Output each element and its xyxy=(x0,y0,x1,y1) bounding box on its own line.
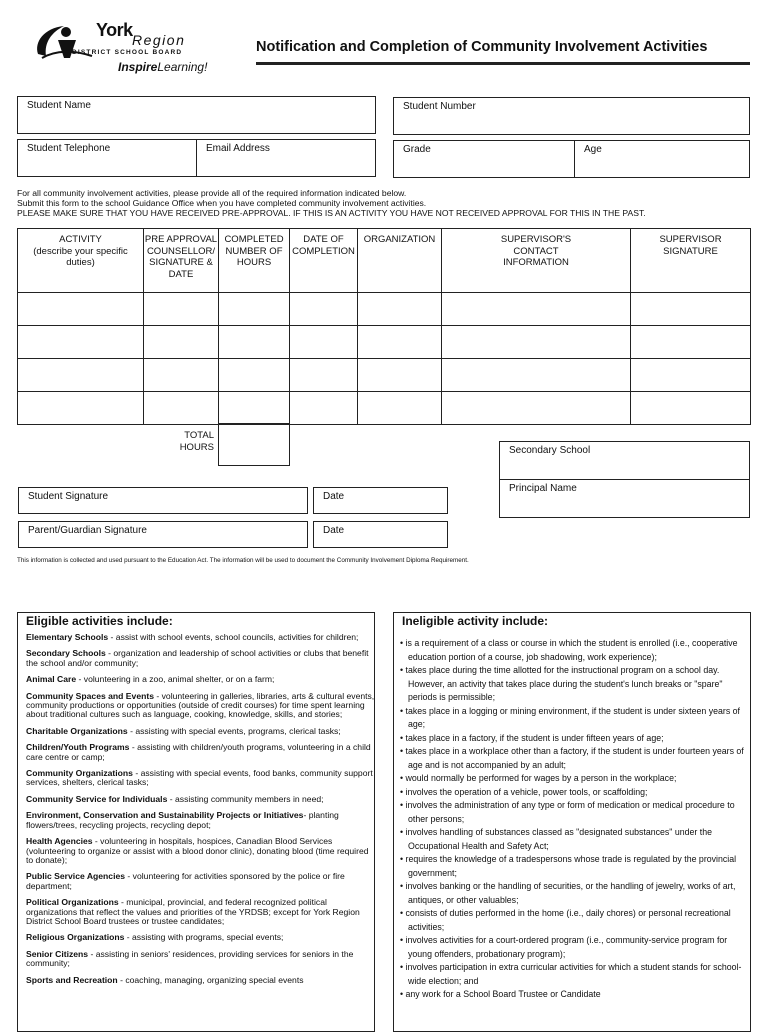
table-cell[interactable] xyxy=(144,392,219,425)
table-cell[interactable] xyxy=(631,326,751,359)
column-header-pre-approval: PRE APPROVAL COUNSELLOR/ SIGNATURE & DATE xyxy=(144,229,219,293)
principal-name-label: Principal Name xyxy=(509,483,577,494)
instruction-line: For all community involvement activities, please provide all of the required information indicated below. xyxy=(17,188,407,198)
table-cell[interactable] xyxy=(219,293,290,326)
eligible-item xyxy=(26,769,375,788)
logo-learning-word: Learning! xyxy=(157,60,208,74)
email-address-label: Email Address xyxy=(206,143,270,154)
table-row xyxy=(18,293,751,326)
eligible-item-title: Animal Care xyxy=(26,674,77,685)
eligible-item-desc: - volunteering in a zoo, animal shelter, or on a farm; xyxy=(76,674,275,685)
eligible-item-desc: - assisting with programs, special events; xyxy=(124,932,284,943)
parent-signature-label: Parent/Guardian Signature xyxy=(28,525,147,536)
parent-date-label: Date xyxy=(323,525,345,536)
logo-region-text: Region xyxy=(132,32,186,48)
table-cell[interactable] xyxy=(18,392,144,425)
ineligible-item: • involves banking or the handling of securities, or the handling of jewelry, works of art, antiques, or other valuables; xyxy=(400,881,736,905)
table-cell[interactable] xyxy=(219,326,290,359)
eligible-item xyxy=(26,795,375,804)
eligible-item-title: Senior Citizens xyxy=(26,948,89,959)
eligible-heading: Eligible activities include: xyxy=(26,614,173,628)
eligible-item xyxy=(26,811,375,830)
student-date-label: Date xyxy=(323,491,345,502)
eligible-item-title: Community Spaces and Events xyxy=(26,690,154,701)
table-cell[interactable] xyxy=(219,359,290,392)
instruction-line: Submit this form to the school Guidance Office when you have completed community involvement activities. xyxy=(17,198,427,208)
page-title: Notification and Completion of Community Involvement Activities xyxy=(256,39,708,55)
eligible-item xyxy=(26,743,375,762)
table-cell[interactable] xyxy=(358,392,442,425)
table-cell[interactable] xyxy=(18,326,144,359)
eligible-item xyxy=(26,837,375,865)
eligible-item-title: Secondary Schools xyxy=(26,648,106,659)
eligible-activities-panel xyxy=(17,612,375,1032)
eligible-item xyxy=(26,950,375,969)
column-header-organization: ORGANIZATION xyxy=(358,229,442,293)
eligible-item-desc: - coaching, managing, organizing special events xyxy=(117,974,304,985)
parent-signature-field[interactable] xyxy=(18,521,308,548)
privacy-footnote: This information is collected and used pursuant to the Education Act. The information will be used to document the Community Involvement Diploma Requirement. xyxy=(17,557,469,564)
eligible-item-desc: - assisting with special events, food banks, community support services, shelters, clerical tasks; xyxy=(26,768,373,788)
ineligible-item: • involves handling of substances classed as "designated substances" under the Occupational Health and Safety Act; xyxy=(400,827,713,851)
eligible-item xyxy=(26,727,375,736)
student-signature-field[interactable] xyxy=(18,487,308,514)
eligible-item xyxy=(26,649,375,668)
ineligible-item: • requires the knowledge of a tradespersons whose trade is regulated by the provincial government; xyxy=(400,854,737,878)
ineligible-activities-panel xyxy=(393,612,751,1032)
eligible-item-title: Community Service for Individuals xyxy=(26,793,168,804)
total-hours-field[interactable] xyxy=(218,423,290,466)
table-cell[interactable] xyxy=(290,293,358,326)
parent-date-field[interactable] xyxy=(313,521,448,548)
ineligible-item: • would normally be performed for wages by a person in the workplace; xyxy=(400,773,677,783)
eligible-item-title: Religious Organizations xyxy=(26,932,125,943)
eligible-item-desc: - assist with school events, school councils, activities for children; xyxy=(108,632,359,642)
eligible-item-desc: - municipal, provincial, and federal recognized political organizations that reflect the values and priorities of the YRDSB; except for York Region District School Board trustees or trustee candidates; xyxy=(26,897,360,926)
email-address-field[interactable] xyxy=(196,139,376,177)
eligible-item-desc: - volunteering for activities sponsored by the police or fire department; xyxy=(26,871,345,891)
eligible-item-desc: - assisting with special events, programs, clerical tasks; xyxy=(127,725,341,736)
eligible-item-desc: - organization and leadership of school activities or clubs that benefit the school and/or community; xyxy=(26,648,369,668)
table-cell[interactable] xyxy=(358,326,442,359)
student-telephone-label: Student Telephone xyxy=(27,143,111,154)
student-telephone-field[interactable] xyxy=(17,139,197,177)
column-header-supervisor-signature: SUPERVISOR SIGNATURE xyxy=(631,229,751,293)
eligible-item xyxy=(26,933,375,942)
logo-tagline xyxy=(118,60,207,74)
ineligible-item: • is a requirement of a class or course in which the student is enrolled (i.e., cooperative education portion of a course, job shadowing, work experience); xyxy=(400,638,738,662)
table-cell[interactable] xyxy=(144,359,219,392)
eligible-item-desc: - volunteering in galleries, libraries, arts & cultural events, community productions or opportunities (outside of credit courses) for time spent learning about traditional cultures such as language, cooking, knowledge, skills, and stories; xyxy=(26,690,375,720)
principal-name-field[interactable] xyxy=(499,479,750,518)
table-header-row xyxy=(18,229,751,293)
eligible-item xyxy=(26,633,375,642)
age-field[interactable] xyxy=(574,140,750,178)
activity-table xyxy=(17,228,751,425)
table-cell[interactable] xyxy=(442,392,631,425)
secondary-school-label: Secondary School xyxy=(509,445,591,456)
logo-inspire-word: Inspire xyxy=(118,60,158,74)
table-cell[interactable] xyxy=(442,293,631,326)
table-cell[interactable] xyxy=(442,326,631,359)
ineligible-item: • involves the operation of a vehicle, power tools, or scaffolding; xyxy=(400,786,648,797)
instruction-line: PLEASE MAKE SURE THAT YOU HAVE RECEIVED PRE-APPROVAL. IF THIS IS AN ACTIVITY YOU HAVE NOT RECEIVED APPROVAL FOR THIS IN THE PAST. xyxy=(17,208,646,218)
table-cell[interactable] xyxy=(442,359,631,392)
table-cell[interactable] xyxy=(290,326,358,359)
logo-board-text: DISTRICT SCHOOL BOARD xyxy=(72,49,183,56)
grade-field[interactable] xyxy=(393,140,575,178)
table-cell[interactable] xyxy=(631,293,751,326)
table-cell[interactable] xyxy=(18,359,144,392)
table-cell[interactable] xyxy=(290,392,358,425)
eligible-item-desc: - assisting community members in need; xyxy=(167,793,324,804)
ineligible-item: • takes place in a factory, if the student is under fifteen years of age; xyxy=(400,732,664,743)
eligible-item xyxy=(26,692,375,720)
table-cell[interactable] xyxy=(219,392,290,425)
student-signature-label: Student Signature xyxy=(28,491,109,502)
ineligible-item: • takes place in a logging or mining environment, if the student is under sixteen years of age; xyxy=(400,705,740,729)
eligible-item-desc: - planting flowers/trees, recycling projects, recycling depot; xyxy=(26,810,339,830)
total-hours-label: TOTAL HOURS xyxy=(179,430,214,453)
table-cell[interactable] xyxy=(358,359,442,392)
table-cell[interactable] xyxy=(631,392,751,425)
grade-label: Grade xyxy=(403,144,431,155)
student-name-field[interactable] xyxy=(17,96,376,134)
eligible-item-desc: - volunteering in hospitals, hospices, Canadian Blood Services (volunteering to organize or assist with a blood donor clinic), donating blood (time required to donate); xyxy=(26,836,369,865)
eligible-item xyxy=(26,976,375,985)
secondary-school-field[interactable] xyxy=(499,441,750,480)
column-header-supervisor-contact: SUPERVISOR'S CONTACT INFORMATION xyxy=(442,229,631,293)
table-cell[interactable] xyxy=(144,293,219,326)
ineligible-item: • involves participation in extra curricular activities for which a student stands for school-wide election; and xyxy=(400,962,742,986)
student-name-label: Student Name xyxy=(27,100,91,111)
age-label: Age xyxy=(584,144,602,155)
ineligible-item: • involves the administration of any type or form of medication or medical procedure to other persons; xyxy=(400,800,735,824)
eligible-item-title: Community Organizations xyxy=(26,768,133,779)
eligible-item-title: Environment, Conservation and Sustainability Projects or Initiatives xyxy=(26,810,304,821)
student-date-field[interactable] xyxy=(313,487,448,514)
eligible-item-title: Charitable Organizations xyxy=(26,725,128,736)
table-cell[interactable] xyxy=(358,293,442,326)
column-header-hours: COMPLETED NUMBER OF HOURS xyxy=(219,229,290,293)
eligible-item-title: Sports and Recreation xyxy=(26,974,118,985)
ineligible-item: • takes place during the time allotted for the instructional program on a school day. However, an activity that takes place during the student's lunch breaks or "spare" periods is permissible; xyxy=(400,665,723,702)
ineligible-item: • involves activities for a court-ordered program (i.e., community-service program for young offenders, probationary program); xyxy=(400,935,728,959)
ineligible-item: • takes place in a workplace other than a factory, if the student is under fourteen years of age and is not accompanied by an adult; xyxy=(400,746,744,770)
table-row xyxy=(18,359,751,392)
instructions xyxy=(17,188,646,218)
table-cell[interactable] xyxy=(18,293,144,326)
eligible-item xyxy=(26,675,375,684)
column-header-date-completion: DATE OF COMPLETION xyxy=(290,229,358,293)
eligible-item-title: Elementary Schools xyxy=(26,632,109,642)
eligible-item-desc: - assisting in seniors' residences, providing services for seniors in the community; xyxy=(26,948,354,969)
student-number-field[interactable] xyxy=(393,97,750,135)
logo-york-text: York xyxy=(96,20,133,40)
title-divider xyxy=(256,62,750,65)
ineligible-list xyxy=(400,637,750,1002)
eligible-item-desc: - assisting with children/youth programs, volunteering in a child care centre or camp; xyxy=(26,742,371,762)
table-row xyxy=(18,326,751,359)
table-row xyxy=(18,392,751,425)
eligible-item xyxy=(26,898,375,926)
eligible-item-title: Health Agencies xyxy=(26,836,93,847)
eligible-list xyxy=(26,633,375,992)
eligible-item-title: Public Service Agencies xyxy=(26,871,126,882)
table-cell[interactable] xyxy=(144,326,219,359)
table-cell[interactable] xyxy=(631,359,751,392)
eligible-item-title: Children/Youth Programs xyxy=(26,742,130,753)
ineligible-heading: Ineligible activity include: xyxy=(402,614,549,628)
student-number-label: Student Number xyxy=(403,101,476,112)
ineligible-item: • any work for a School Board Trustee or Candidate xyxy=(400,989,601,999)
eligible-item-title: Political Organizations xyxy=(26,897,119,908)
table-cell[interactable] xyxy=(290,359,358,392)
ineligible-item: • consists of duties performed in the home (i.e., daily chores) or personal recreational activities; xyxy=(400,908,731,932)
eligible-item xyxy=(26,872,375,891)
column-header-activity: ACTIVITY (describe your specific duties) xyxy=(18,229,144,293)
